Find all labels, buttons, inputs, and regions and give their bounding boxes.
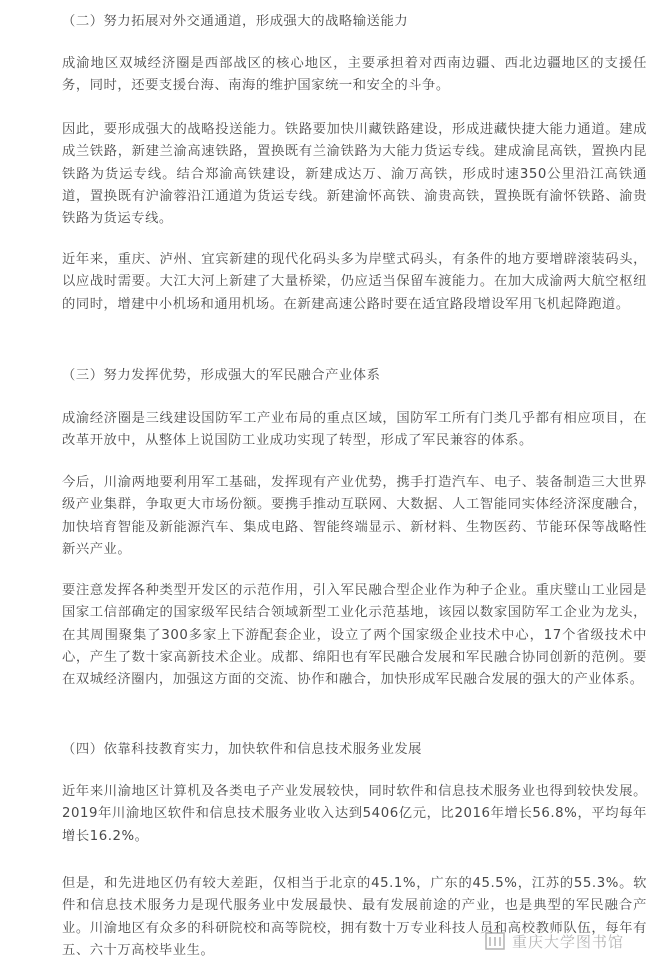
section-heading-4: （四）依靠科技教育实力，加快软件和信息技术服务业发展 — [62, 742, 423, 757]
paragraph-1: 成渝地区双城经济圈是西部战区的核心地区，主要承担着对西南边疆、西北边疆地区的支援任务，同时，还要支援台海、南海的维护国家统一和安全的斗争。 — [62, 56, 647, 94]
watermark-text: 重庆大学图书馆 — [512, 932, 625, 951]
paragraph-4: 成渝经济圈是三线建设国防军工产业布局的重点区域，国防军工所有门类几乎都有相应项目，在改革开放中，从整体上说国防工业成功实现了转型，形成了军民兼容的体系。 — [62, 411, 647, 449]
paragraph-8: 但是，和先进地区仍有较大差距，仅相当于北京的45.1%，广东的45.5%，江苏的55.3%。软件和信息技术服务力是现代服务业中发展最快、最有发展前途的产业，也是典型的军民融合产业。川渝地区有众多的科研院校和高等院校，拥有数十万专业科技人员和高校教师队伍，每年有五、六十万高校毕业生。 — [62, 876, 647, 958]
section-heading-2: （二）努力拓展对外交通通道，形成强大的战略输送能力 — [62, 14, 409, 29]
library-logo-icon — [484, 930, 506, 952]
paragraph-3: 近年来，重庆、泸州、宜宾新建的现代化码头多为岸壁式码头，有条件的地方要增辟滚装码头，以应战时需要。大江大河上新建了大量桥梁，仍应适当保留车渡能力。在加大成渝两大航空枢纽的同时，增建中小机场和通用机场。在新建高速公路时要在适宜路段增设军用飞机起降跑道。 — [62, 252, 647, 312]
paragraph-6: 要注意发挥各种类型开发区的示范作用，引入军民融合型企业作为种子企业。重庆璧山工业园是国家工信部确定的国家级军民结合领域新型工业化示范基地，该园以数家国防军工企业为龙头，在其周围聚集了300多家上下游配套企业，设立了两个国家级企业技术中心，17个省级技术中心，产生了数十家高新技术企业。成都、绵阳也有军民融合发展和军民融合协同创新的范例。要在双城经济圈内，加强这方面的交流、协作和融合，加快形成军民融合发展的强大的产业体系。 — [62, 583, 647, 688]
paragraph-5: 今后，川渝两地要利用军工基础，发挥现有产业优势，携手打造汽车、电子、装备制造三大世界级产业集群，争取更大市场份额。要携手推动互联网、大数据、人工智能同实体经济深度融合，加快培育智能及新能源汽车、集成电路、智能终端显示、新材料、生物医药、节能环保等战略性新兴产业。 — [62, 475, 647, 557]
section-heading-3: （三）努力发挥优势，形成强大的军民融合产业体系 — [62, 368, 381, 383]
watermark — [484, 926, 624, 956]
paragraph-2: 因此，要形成强大的战略投送能力。铁路要加快川藏铁路建设，形成进藏快捷大能力通道。建成成兰铁路，新建兰渝高速铁路，置换既有兰渝铁路为大能力货运专线。建成渝昆高铁，置换内昆铁路为货运专线。结合郑渝高铁建设，新建成达万、渝万高铁，形成时速350公里沿江高铁通道，置换既有沪渝蓉沿江通道为货运专线。新建渝怀高铁、渝贵高铁，置换既有渝怀铁路、渝贵铁路为货运专线。 — [62, 122, 647, 227]
paragraph-7: 近年来川渝地区计算机及各类电子产业发展较快，同时软件和信息技术服务业也得到较快发展。2019年川渝地区软件和信息技术服务业收入达到5406亿元，比2016年增长56.8%，平均每年增长16.2%。 — [62, 784, 647, 844]
